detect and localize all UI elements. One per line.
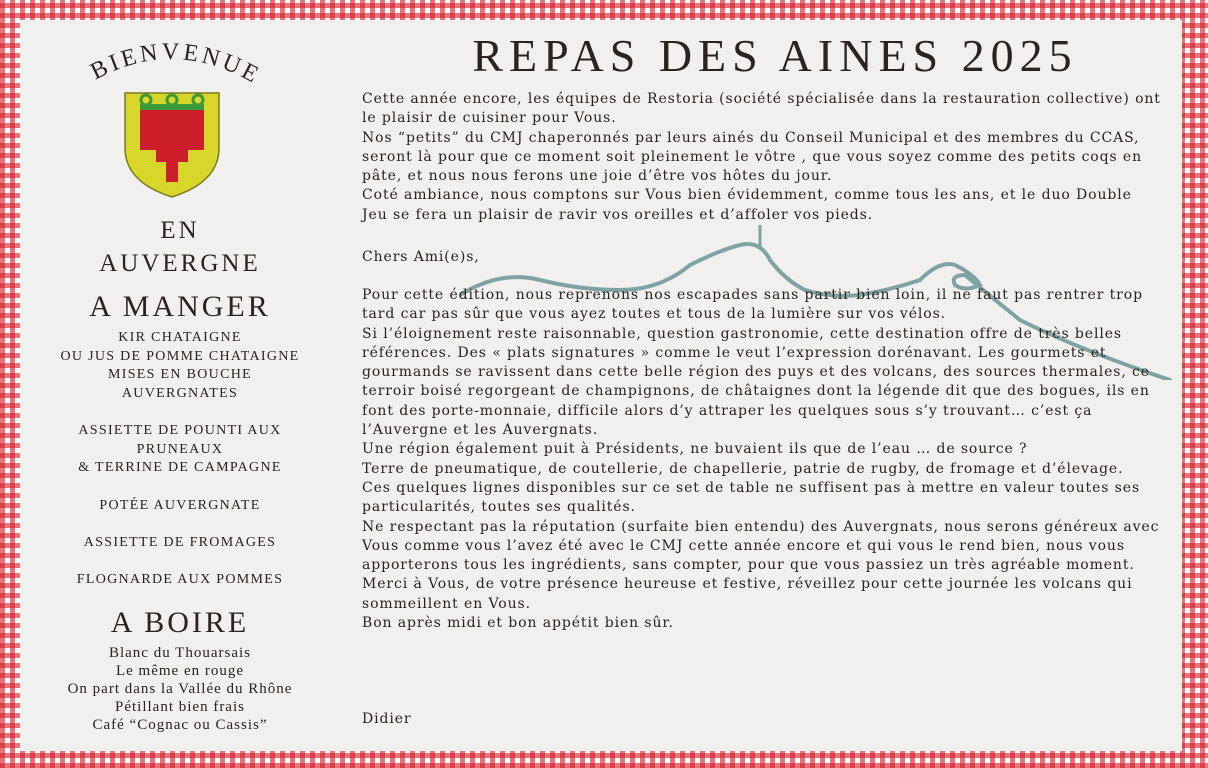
drink-item: Pétillant bien frais xyxy=(115,699,245,715)
starter-course xyxy=(20,422,340,478)
region-line-en: EN xyxy=(160,217,200,244)
placemat-sheet xyxy=(20,20,1182,751)
menu-line: MISES EN BOUCHE xyxy=(108,367,252,382)
page-title: REPAS DES AINES 2025 xyxy=(472,30,1078,81)
letter-body xyxy=(362,286,1162,633)
drinks-list xyxy=(20,644,340,734)
region-line-auvergne: AUVERGNE xyxy=(99,250,261,277)
letter-paragraph: Une région également puit à Présidents, ne buvaient ils que de l’eau … de source ? xyxy=(362,441,1028,458)
food-section-title: A MANGER xyxy=(89,290,271,323)
dessert-course: FLOGNARDE AUX POMMES xyxy=(76,572,284,587)
menu-line: OU JUS DE POMME CHATAIGNE xyxy=(60,348,300,364)
letter-greeting: Chers Ami(e)s, xyxy=(362,249,480,265)
menu-line: PRUNEAUX xyxy=(136,441,224,457)
main-course: POTÉE AUVERGNATE xyxy=(99,498,261,513)
drink-item: On part dans la Vallée du Rhône xyxy=(67,681,293,697)
menu-line: & TERRINE DE CAMPAGNE xyxy=(78,460,282,475)
letter-paragraph: Ces quelques lignes disponibles sur ce set de table ne suffisent pas à mettre en valeur toutes ses particularités, toutes ses qualités. xyxy=(362,479,1141,516)
aperitif-course xyxy=(20,329,340,403)
menu-line: ASSIETTE DE POUNTI AUX xyxy=(78,423,282,438)
letter-paragraph: Bon après midi et bon appétit bien sûr. xyxy=(362,615,674,632)
intro-paragraph: Cette année encore, les équipes de Restoria (société spécialisée dans la restauration collective) ont le plaisir de cuisiner pour Vous. xyxy=(362,91,1161,127)
menu-line: KIR CHATAIGNE xyxy=(118,330,242,345)
intro-text xyxy=(362,90,1162,225)
letter-paragraph: Ne respectant pas la réputation (surfaite bien entendu) des Auvergnats, nous serons généreux avec Vous comme vous l’avez été avec le CMJ cette année encore et qui vous le rend bien, nous vous apporterons tous les ingrédients, sans compter, pour que vous passiez un très agréable moment. xyxy=(362,518,1160,574)
letter-paragraph: Pour cette édition, nous reprenons nos escapades sans partir bien loin, il ne faut pas rentrer trop tard car pas sûr que vous ayez toutes et tous de la lumière sur vos vélos. xyxy=(362,287,1143,323)
drink-item: Blanc du Thouarsais xyxy=(108,645,252,661)
drinks-section-title: A BOIRE xyxy=(110,606,250,639)
drink-item: Café “Cognac ou Cassis” xyxy=(92,717,268,733)
menu-column xyxy=(20,20,355,751)
cheese-course: ASSIETTE DE FROMAGES xyxy=(83,535,277,550)
intro-paragraph: Nos “petits” du CMJ chaperonnés par leurs ainés du Conseil Municipal et des membres du CCAS, seront là pour que ce moment soit pleinement le vôtre , que vous soyez comme des petits coqs en pâte, et nous nous ferons une joie d’être vos hôtes du jour. xyxy=(362,129,1143,185)
auvergne-coat-of-arms-icon xyxy=(122,90,222,200)
menu-line: AUVERGNATES xyxy=(121,385,239,401)
intro-paragraph: Coté ambiance, nous comptons sur Vous bien évidemment, comme tous les ans, et le duo Double Jeu se fera un plaisir de ravir vos oreilles et d’affoler vos pieds. xyxy=(362,187,1132,223)
svg-text:BIENVENUE: BIENVENUE xyxy=(86,39,266,90)
letter-paragraph: Terre de pneumatique, de coutellerie, de chapellerie, patrie de rugby, de fromage et d’élevage. xyxy=(362,460,1124,477)
drink-item: Le même en rouge xyxy=(115,663,245,679)
letter-paragraph: Si l’éloignement reste raisonnable, question gastronomie, cette destination offre de très belles références. Des « plats signatures » comme le veut l’expression dorénavant. Les gourmets et gourmands se ravissent dans cette belle région des puys et des volcans, des sources thermales, ce terroir boisé regorgeant de champignons, de châtaignes dont la légende dit que des bogues, ils en font des porte-monnaie, difficile alors d’y attraper les quelques sous s’y trouvant… c’est ça l’Auvergne et les Auvergnats. xyxy=(362,325,1150,439)
letter-signature: Didier xyxy=(362,711,412,727)
letter-paragraph: Merci à Vous, de votre présence heureuse et festive, réveillez pour cette journée les volcans qui sommeillent en Vous. xyxy=(362,576,1133,612)
